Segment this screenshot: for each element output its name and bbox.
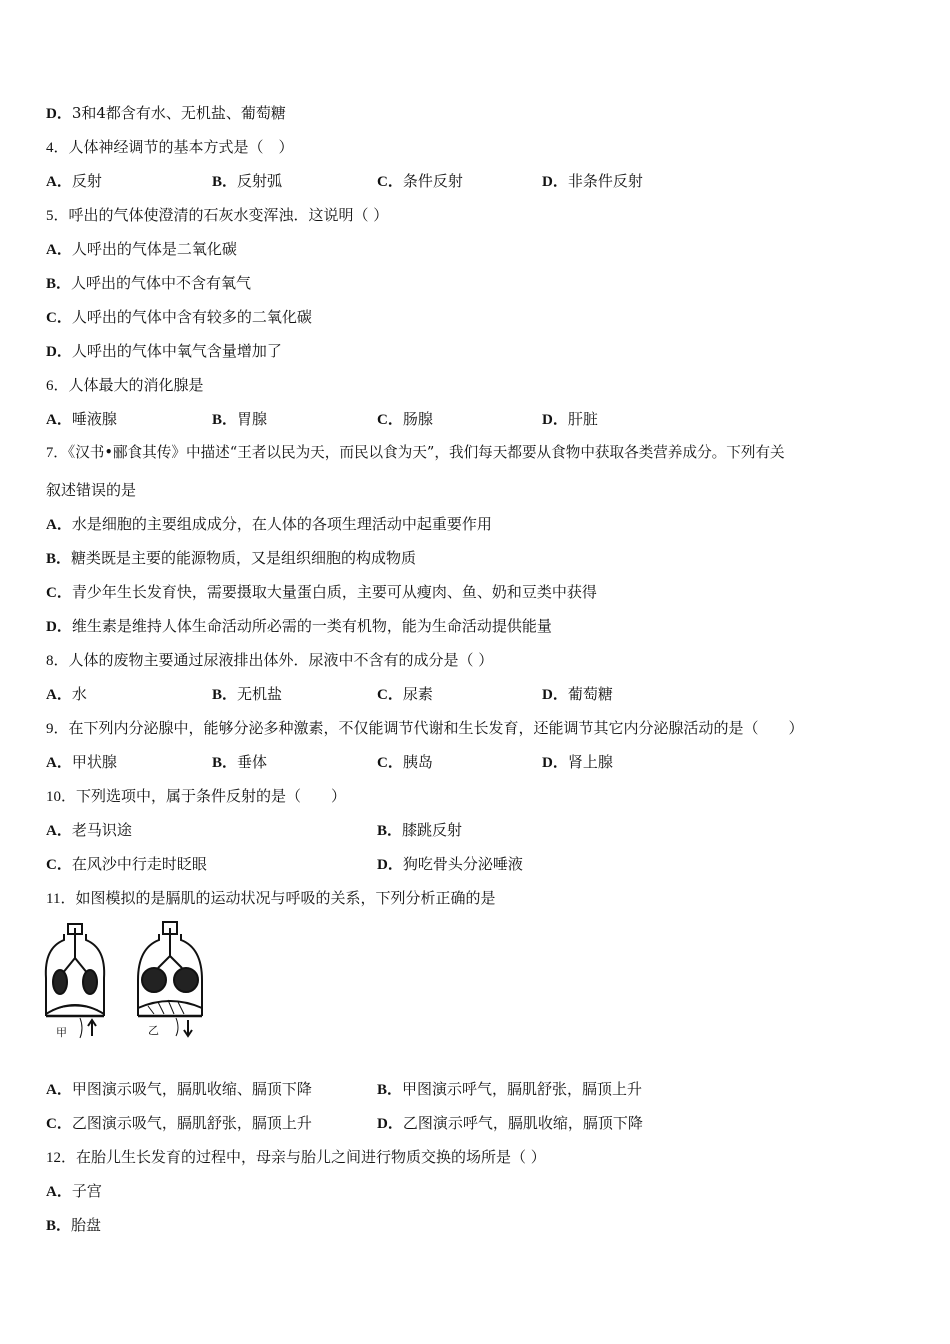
- option-letter: A．: [46, 517, 72, 533]
- option-text: 肝脏: [567, 410, 598, 428]
- q5-option-d: [46, 341, 282, 362]
- lung-left-yi: [142, 968, 166, 992]
- question-number: 5．: [46, 208, 69, 224]
- option-letter: D．: [542, 755, 568, 771]
- option-text: 甲图演示吸气，膈肌收缩、膈顶下降: [71, 1080, 312, 1098]
- question-text: 下列选项中，属于条件反射的是（ ）: [76, 787, 347, 805]
- question-text: 在胎儿生长发育的过程中，母亲与胎儿之间进行物质交换的场所是（ ）: [76, 1148, 546, 1166]
- q10-option-c: [46, 854, 207, 875]
- option-text: 葡萄糖: [567, 685, 613, 703]
- option-letter: A．: [46, 174, 72, 190]
- q11-option-c: [46, 1113, 312, 1134]
- option-letter: B．: [212, 687, 238, 703]
- trachea-jia: [62, 928, 88, 974]
- question-number: 8．: [46, 653, 69, 669]
- option-text: 青少年生长发育快，需要摄取大量蛋白质，主要可从瘦肉、鱼、奶和豆类中获得: [71, 583, 597, 601]
- option-text: 甲图演示呼气，膈肌舒张，膈顶上升: [402, 1080, 643, 1098]
- question-text: 如图模拟的是膈肌的运动状况与呼吸的关系，下列分析正确的是: [75, 889, 496, 907]
- option-text: 膝跳反射: [402, 821, 463, 839]
- option-text: 尿素: [402, 685, 433, 703]
- option-text: 乙图演示呼气，膈肌收缩，膈顶下降: [402, 1114, 643, 1132]
- option-text: 反射弧: [237, 172, 283, 190]
- label-jia: 甲: [56, 1026, 67, 1039]
- question-number: 10．: [46, 789, 77, 805]
- option-letter: C．: [377, 174, 403, 190]
- q10-option-b: [377, 820, 462, 841]
- option-letter: B．: [377, 823, 403, 839]
- option-text: 人呼出的气体是二氧化碳: [71, 240, 237, 258]
- string-yi: [176, 1018, 178, 1036]
- option-letter: C．: [46, 1116, 72, 1132]
- option-text: 胃腺: [237, 410, 268, 428]
- option-text: 非条件反射: [567, 172, 643, 190]
- option-text: 水是细胞的主要组成成分，在人体的各项生理活动中起重要作用: [71, 515, 492, 533]
- option-text: 垂体: [237, 753, 268, 771]
- option-letter: A．: [46, 1184, 72, 1200]
- q5-option-c: [46, 307, 312, 328]
- question-5: [46, 205, 388, 226]
- q10-option-a: [46, 820, 132, 841]
- q9-option-b: [212, 752, 267, 773]
- option-text: 乙图演示吸气，膈肌舒张，膈顶上升: [71, 1114, 312, 1132]
- option-text: 肾上腺: [567, 753, 613, 771]
- question-text: 人体神经调节的基本方式是（ ）: [68, 138, 294, 156]
- q8-option-a: [46, 684, 87, 705]
- q4-option-b: [212, 171, 282, 192]
- q7-option-c: [46, 582, 597, 603]
- option-text: 糖类既是主要的能源物质，又是组织细胞的构成物质: [71, 549, 417, 567]
- option-text: 甲状腺: [71, 753, 117, 771]
- option-text: 3和4都含有水、无机盐、葡萄糖: [71, 104, 286, 122]
- option-letter: C．: [46, 585, 72, 601]
- question-11: [46, 888, 495, 909]
- question-8: [46, 650, 493, 671]
- option-text: 胎盘: [71, 1216, 102, 1234]
- q8-option-d: [542, 684, 613, 705]
- q9-option-d: [542, 752, 613, 773]
- q4-option-a: [46, 171, 102, 192]
- option-letter: A．: [46, 687, 72, 703]
- q8-option-c: [377, 684, 433, 705]
- option-letter: A．: [46, 823, 72, 839]
- option-text: 在风沙中行走时眨眼: [71, 855, 207, 873]
- option-text: 人呼出的气体中含有较多的二氧化碳: [71, 308, 312, 326]
- q6-option-b: [212, 409, 267, 430]
- q6-option-c: [377, 409, 433, 430]
- q9-option-c: [377, 752, 433, 773]
- option-text: 子宫: [71, 1182, 102, 1200]
- string-jia: [80, 1018, 82, 1038]
- q3-option-d: [46, 103, 286, 124]
- arrow-up-icon: [88, 1020, 96, 1036]
- option-text: 胰岛: [402, 753, 433, 771]
- option-text: 无机盐: [237, 685, 283, 703]
- question-6: [46, 375, 204, 396]
- q5-option-a: [46, 239, 237, 260]
- question-4: [46, 137, 294, 158]
- question-text: 呼出的气体使澄清的石灰水变浑浊．这说明（ ）: [68, 206, 389, 224]
- q5-option-b: [46, 273, 251, 294]
- trachea-yi: [158, 928, 182, 968]
- option-letter: A．: [46, 412, 72, 428]
- option-letter: B．: [212, 412, 238, 428]
- question-7-continued: [46, 480, 136, 500]
- question-text: 《汉书•郦食其传》中描述“王者以民为天，而民以食为天”，我们每天都要从食物中获取各类营养成分。下列有关: [67, 444, 785, 461]
- option-text: 唾液腺: [71, 410, 117, 428]
- option-text: 维生素是维持人体生命活动所必需的一类有机物，能为生命活动提供能量: [71, 617, 552, 635]
- lung-right-jia: [83, 970, 97, 994]
- diaphragm-model-illustration: [40, 918, 220, 1048]
- question-number: 9．: [46, 721, 69, 737]
- option-text: 条件反射: [402, 172, 463, 190]
- label-yi: 乙: [148, 1024, 159, 1037]
- lung-left-jia: [53, 970, 67, 994]
- question-number: 12．: [46, 1150, 77, 1166]
- option-text: 反射: [71, 172, 102, 190]
- question-number: 4．: [46, 140, 69, 156]
- question-7: [46, 443, 785, 463]
- question-number: 6．: [46, 378, 69, 394]
- option-letter: D．: [542, 687, 568, 703]
- question-number: 11．: [46, 891, 76, 907]
- q6-option-d: [542, 409, 598, 430]
- option-letter: D．: [46, 106, 72, 122]
- option-letter: B．: [46, 1218, 72, 1234]
- option-letter: A．: [46, 1082, 72, 1098]
- option-letter: C．: [46, 857, 72, 873]
- question-10: [46, 786, 346, 807]
- q7-option-a: [46, 514, 492, 535]
- q4-option-d: [542, 171, 643, 192]
- q11-option-a: [46, 1079, 312, 1100]
- q12-option-b: [46, 1215, 101, 1236]
- diaphragm-hatch-jia: [52, 1006, 98, 1010]
- model-yi: [138, 922, 202, 1036]
- arrow-down-icon: [184, 1020, 192, 1036]
- q11-option-b: [377, 1079, 642, 1100]
- option-text: 狗吃骨头分泌唾液: [402, 855, 523, 873]
- option-letter: B．: [46, 551, 72, 567]
- option-text: 人呼出的气体中氧气含量增加了: [71, 342, 282, 360]
- option-letter: A．: [46, 755, 72, 771]
- q7-option-b: [46, 548, 416, 569]
- option-text: 老马识途: [71, 821, 132, 839]
- q9-option-a: [46, 752, 117, 773]
- question-number: 7．: [46, 445, 68, 461]
- question-12: [46, 1147, 546, 1168]
- option-letter: A．: [46, 242, 72, 258]
- diaphragm-model-figure: [40, 918, 220, 1052]
- option-text: 水: [71, 685, 87, 703]
- q11-option-d: [377, 1113, 643, 1134]
- option-letter: D．: [542, 174, 568, 190]
- option-letter: B．: [212, 174, 238, 190]
- option-letter: B．: [377, 1082, 403, 1098]
- option-letter: B．: [46, 276, 72, 292]
- model-jia: [46, 924, 104, 1038]
- q7-option-d: [46, 616, 552, 637]
- q4-option-c: [377, 171, 463, 192]
- option-letter: D．: [377, 857, 403, 873]
- question-text: 人体最大的消化腺是: [68, 376, 204, 394]
- option-letter: C．: [377, 412, 403, 428]
- question-text: 在下列内分泌腺中，能够分泌多种激素，不仅能调节代谢和生长发育，还能调节其它内分泌腺活动的是（ ）: [68, 719, 804, 737]
- option-letter: C．: [377, 755, 403, 771]
- option-text: 肠腺: [402, 410, 433, 428]
- lung-right-yi: [174, 968, 198, 992]
- q10-option-d: [377, 854, 523, 875]
- option-letter: D．: [542, 412, 568, 428]
- option-letter: D．: [46, 619, 72, 635]
- question-text: 叙述错误的是: [46, 481, 137, 499]
- question-9: [46, 718, 804, 739]
- q6-option-a: [46, 409, 117, 430]
- question-text: 人体的废物主要通过尿液排出体外．尿液中不含有的成分是（ ）: [68, 651, 494, 669]
- option-letter: B．: [212, 755, 238, 771]
- q12-option-a: [46, 1181, 102, 1202]
- option-letter: D．: [46, 344, 72, 360]
- option-letter: D．: [377, 1116, 403, 1132]
- q8-option-b: [212, 684, 282, 705]
- option-text: 人呼出的气体中不含有氧气: [71, 274, 252, 292]
- option-letter: C．: [46, 310, 72, 326]
- option-letter: C．: [377, 687, 403, 703]
